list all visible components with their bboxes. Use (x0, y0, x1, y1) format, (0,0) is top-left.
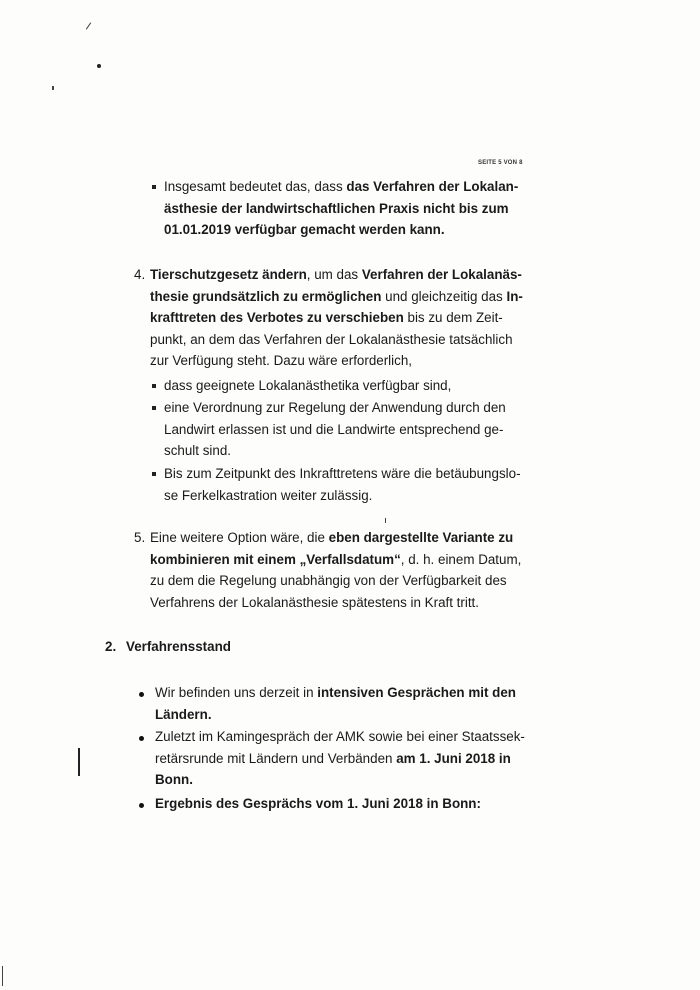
item-5-text (150, 527, 521, 613)
scan-speck (86, 22, 91, 29)
scan-speck (52, 86, 54, 90)
round-bullet-icon (139, 803, 144, 808)
item4-bullet3-line1: Bis zum Zeitpunkt des Inkrafttretens wäre die betäubungslo- (164, 466, 521, 481)
scan-speck (97, 64, 101, 68)
section-2-number (105, 636, 116, 658)
square-bullet-icon (152, 185, 156, 189)
item4-bullet2-line1: eine Verordnung zur Regelung der Anwendung durch den (164, 400, 506, 415)
s2-b1-line2: Ländern. (155, 706, 212, 722)
item5-line1-plain: Eine weitere Option wäre, die (150, 530, 329, 545)
item5-line2-bold: kombinieren mit einem „Verfallsdatum“ (150, 551, 401, 567)
item4-line3-bold: krafttreten des Verbotes zu verschieben (150, 310, 404, 326)
item4-bullet2-line3: schult sind. (164, 443, 231, 459)
item4-bullet3 (164, 463, 521, 506)
item4-bullet3-line2: se Ferkelkastration weiter zulässig. (164, 487, 373, 503)
page-number-note: SEITE 5 VON 8 (478, 160, 523, 166)
item4-line5: zur Verfügung steht. Dazu wäre erforderlich, (150, 353, 412, 369)
item-5-number: 5. (134, 530, 146, 545)
s2-b2-plain: retärsrunde mit Ländern und Verbänden (155, 750, 397, 766)
section-2-heading (126, 636, 231, 658)
item5-line3: zu dem die Regelung unabhängig von der Verfügbarkeit des (150, 573, 507, 589)
section2-bullet1 (155, 682, 516, 725)
intro-bullet-text (164, 176, 518, 241)
item4-bullet2 (164, 397, 506, 462)
item-4-text (150, 264, 523, 372)
item4-line1-bold-a: Tierschutzgesetz ändern (150, 267, 307, 282)
round-bullet-icon (139, 736, 144, 741)
intro-line1-plain: Insgesamt bedeutet das, dass (164, 179, 347, 194)
section-2-number-text: 2. (105, 639, 117, 654)
item4-line4: punkt, an dem das Verfahren der Lokalanästhesie tatsächlich (150, 331, 513, 347)
square-bullet-icon (152, 384, 156, 388)
s2-b1-bold: intensiven Gesprächen mit den (317, 685, 516, 700)
square-bullet-icon (152, 472, 156, 476)
section2-bullet3 (155, 793, 481, 815)
item4-line3-plain: bis zu dem Zeit- (403, 310, 503, 326)
intro-line1-bold: das Verfahren der Lokalan- (346, 179, 519, 194)
item4-line1-bold-b: Verfahren der Lokalanäs- (361, 267, 522, 282)
item4-line2-bold-a: thesie grundsätzlich zu ermöglichen (150, 288, 382, 304)
item5-line4: Verfahrens der Lokalanästhesie spätestens in Kraft tritt. (150, 594, 479, 610)
section2-bullet2 (155, 726, 525, 791)
square-bullet-icon (152, 406, 156, 410)
item4-line2-plain: und gleichzeitig das (381, 288, 507, 304)
s2-b2-line3: Bonn. (155, 772, 193, 788)
s2-b2-line1: Zuletzt im Kamingespräch der AMK sowie bei einer Staatssek- (155, 729, 525, 744)
s2-b3-text: Ergebnis des Gesprächs vom 1. Juni 2018 in Bonn: (155, 796, 481, 811)
item4-line1-plain: , um das (306, 267, 362, 282)
round-bullet-icon (139, 692, 144, 697)
section-2-heading-text: Verfahrensstand (126, 639, 231, 654)
item5-line2-plain: , d. h. einem Datum, (400, 551, 522, 567)
intro-line3-bold: 01.01.2019 verfügbar gemacht werden kann. (164, 222, 445, 238)
scan-line-mark (2, 966, 3, 986)
s2-b2-bold: am 1. Juni 2018 in (396, 750, 511, 766)
item4-bullet1 (164, 375, 451, 397)
item4-bullet1-text: dass geeignete Lokalanästhetika verfügbar sind, (164, 378, 452, 393)
intro-line2-bold: ästhesie der landwirtschaftlichen Praxis nicht bis zum (164, 200, 509, 216)
scan-line-mark (78, 748, 80, 776)
item5-line1-bold: eben dargestellte Variante zu (328, 530, 514, 545)
item4-bullet2-line2: Landwirt erlassen ist und die Landwirte entsprechend ge- (164, 421, 504, 437)
s2-b1-plain: Wir befinden uns derzeit in (155, 685, 318, 700)
item4-line2-bold-b: In- (506, 288, 523, 304)
scan-speck (385, 518, 386, 523)
item-4-number: 4. (134, 267, 146, 282)
